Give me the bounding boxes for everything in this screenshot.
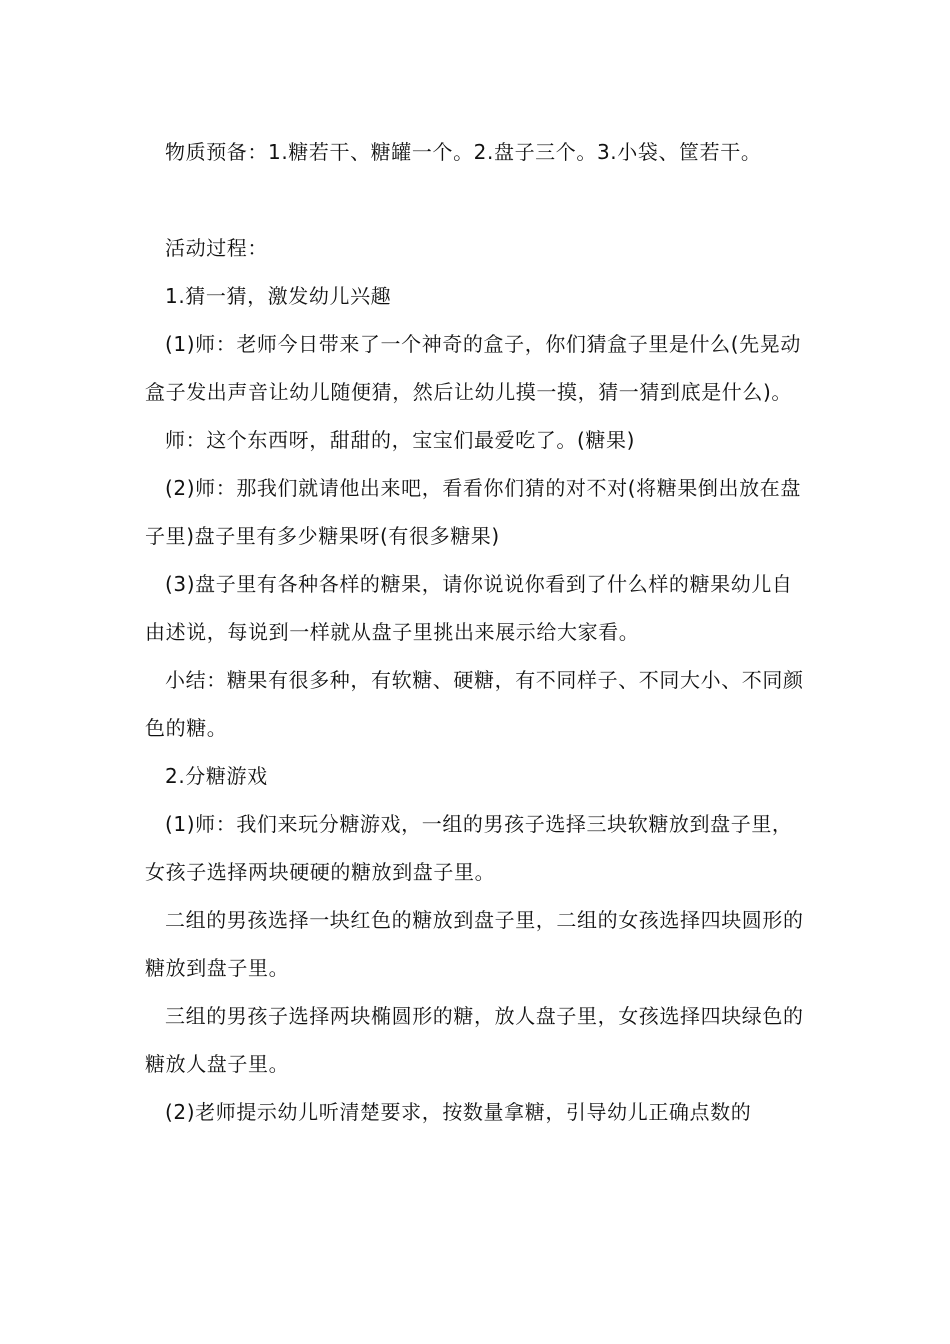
group-3-paragraph: 三组的男孩子选择两块椭圆形的糖，放人盘子里，女孩选择四块绿色的糖放人盘子里。 <box>145 1004 804 1076</box>
document-body <box>145 128 810 1136</box>
paragraph-1-2: (2)师：那我们就请他出来吧，看看你们猜的对不对(将糖果倒出放在盘子里)盘子里有多少糖果呀(有很多糖果) <box>145 476 801 548</box>
paragraph-2-2: (2)老师提示幼儿听清楚要求，按数量拿糖，引导幼儿正确点数的 <box>165 1100 752 1124</box>
paragraph-1-1: (1)师：老师今日带来了一个神奇的盒子，你们猜盒子里是什么(先晃动盒子发出声音让幼儿随便猜，然后让幼儿摸一摸，猜一猜到底是什么)。 <box>145 332 801 404</box>
group-2-paragraph: 二组的男孩选择一块红色的糖放到盘子里，二组的女孩选择四块圆形的糖放到盘子里。 <box>145 908 804 980</box>
material-preparation-paragraph: 物质预备：1.糖若干、糖罐一个。2.盘子三个。3.小袋、筐若干。 <box>165 140 762 164</box>
paragraph-2-1: (1)师：我们来玩分糖游戏，一组的男孩子选择三块软糖放到盘子里，女孩子选择两块硬硬的糖放到盘子里。 <box>145 812 793 884</box>
paragraph-1-3: (3)盘子里有各种各样的糖果，请你说说你看到了什么样的糖果幼儿自由述说，每说到一样就从盘子里挑出来展示给大家看。 <box>145 572 793 644</box>
section-2-heading: 2.分糖游戏 <box>165 764 268 788</box>
section-1-heading: 1.猜一猜，激发幼儿兴趣 <box>165 284 392 308</box>
activity-process-heading: 活动过程： <box>165 236 268 260</box>
summary-paragraph: 小结：糖果有很多种，有软糖、硬糖，有不同样子、不同大小、不同颜色的糖。 <box>145 668 804 740</box>
teacher-line: 师：这个东西呀，甜甜的，宝宝们最爱吃了。(糖果) <box>165 428 636 452</box>
